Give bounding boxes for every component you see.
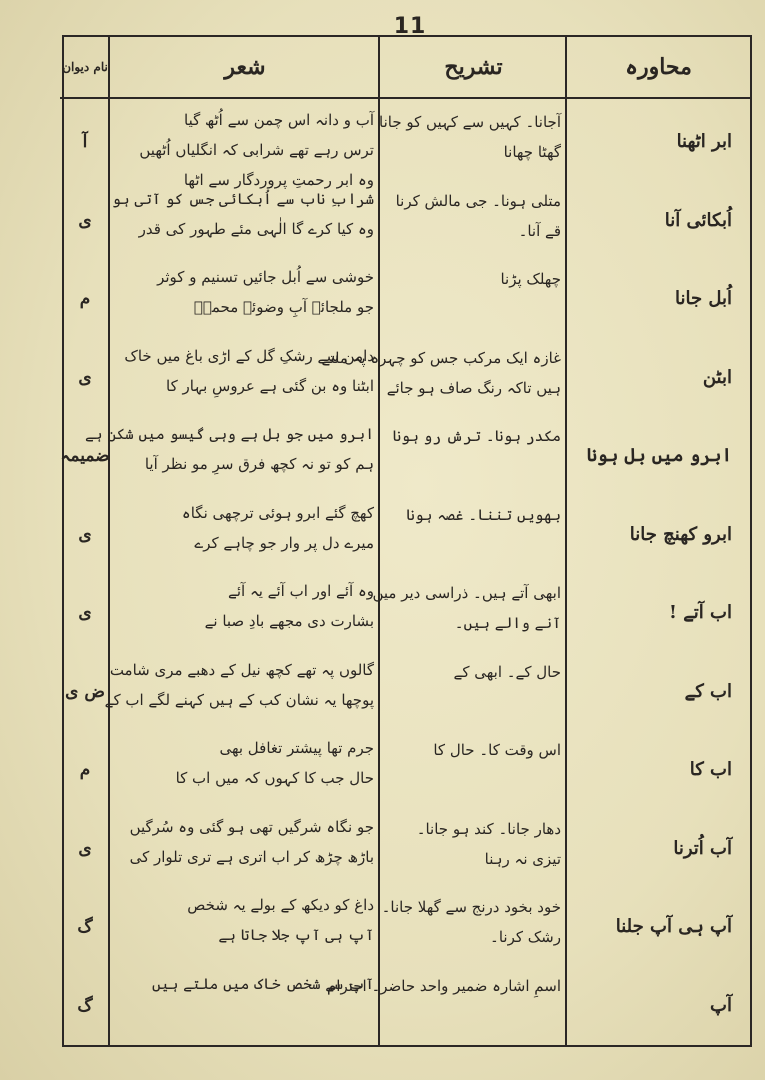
idiom-cell: اب کے	[684, 680, 732, 702]
table-row	[64, 731, 750, 810]
verse-cell	[110, 888, 380, 967]
verse-cell-line: کھچ گئے ابرو ہوئی ترچھی نگاہ	[181, 503, 374, 522]
verse-cell-line: آب و دانہ اس چمن سے اُٹھ گیا	[184, 111, 374, 129]
page-number: 11	[393, 14, 427, 39]
verse-cell-line: جو نگاہ شرگیں تھی ہو گئی وہ سُرگیں	[129, 817, 374, 836]
header-verse: شعر	[110, 37, 380, 99]
table-row	[64, 339, 750, 418]
table-row	[64, 103, 750, 189]
table-row	[64, 888, 750, 967]
explanation-cell-line: قے آنا۔	[518, 221, 561, 240]
table-row	[60, 417, 750, 496]
explanation-cell-line: حال کے۔ ابھی کے	[453, 662, 561, 681]
verse-cell	[110, 339, 380, 418]
verse-cell-line: پوچھا یہ نشان کب کے ہیں کہنے لگے اب کے	[104, 690, 374, 709]
explanation-cell-line: آنے والے ہیں۔	[454, 614, 561, 632]
explanation-cell-line: آجانا۔ کہیں سے کہیں کو جانا	[379, 113, 561, 131]
diwan-cell: م	[79, 760, 91, 781]
explanation-cell-line: غازہ ایک مرکب جس کو چہرہ پہ ملتے	[321, 348, 561, 367]
diwan-cell: گ	[77, 917, 93, 938]
verse-cell	[110, 967, 380, 1046]
explanation-cell-line: بھویں تننا۔ غصہ ہونا	[406, 505, 561, 524]
explanation-cell-line: اسمِ اشارہ ضمیر واحد حاضر۔ احترام	[326, 976, 561, 995]
idiom-cell: آپ ہی آپ جلنا	[615, 916, 732, 938]
explanation-cell	[380, 731, 567, 810]
verse-cell-line: آپ ہی آپ جلا جاتا ہے	[218, 926, 374, 944]
verse-cell-line: داغ کو دیکھ کے بولے یہ شخص	[187, 896, 374, 914]
diwan-cell: گ	[77, 995, 93, 1016]
verse-cell-line: خوشی سے اُبل جائیں تسنیم و کوثر	[157, 268, 374, 286]
explanation-cell	[380, 653, 567, 732]
explanation-cell-line: ابھی آتے ہیں۔ ذراسی دیر میں	[372, 584, 561, 602]
verse-cell	[110, 810, 380, 889]
explanation-cell	[380, 103, 567, 182]
verse-cell	[104, 653, 380, 732]
explanation-cell-line: گھٹا چھانا	[503, 143, 561, 161]
table-row	[64, 810, 750, 889]
verse-cell-line: ہم کو تو نہ کچھ فرق سرِ مو نظر آیا	[144, 455, 374, 473]
diwan-cell: ی	[78, 603, 92, 624]
idiom-cell: ابٹن	[702, 366, 732, 388]
explanation-cell-line: خود بخود درنج سے گھلا جانا۔	[381, 898, 561, 916]
table-row	[64, 182, 750, 261]
idiom-cell: اب آتے !	[669, 602, 732, 624]
header-explanation: تشریح	[380, 37, 567, 99]
explanation-cell-line: متلی ہونا۔ جی مالش کرنا	[395, 191, 561, 210]
verse-cell-line: وہ ابر رحمتِ پروردگار سے اٹھا	[183, 171, 374, 189]
explanation-cell-line: تیزی نہ رہنا	[484, 849, 561, 868]
diwan-cell: ی	[78, 524, 92, 545]
table-row	[64, 496, 750, 575]
header-idiom: محاورہ	[567, 37, 750, 99]
idiom-cell: اُبل جانا	[674, 288, 732, 310]
explanation-cell	[321, 339, 567, 418]
table-row	[64, 574, 750, 653]
table-row	[64, 653, 750, 732]
diwan-cell: ضمیمہ	[60, 446, 110, 467]
diwan-cell: ی	[78, 838, 92, 859]
verse-cell-line: ترس رہے تھے شرابی کہ انگلیاں اُٹھیں	[139, 141, 374, 159]
header-diwan-name: نام دیوان	[60, 37, 110, 99]
idiom-cell: اب کا	[689, 759, 732, 781]
diwan-cell: ض ی	[65, 681, 105, 702]
idiom-cell: ابرو کھنچ جانا	[629, 523, 732, 545]
explanation-cell	[372, 574, 567, 653]
idiom-cell: اُبکائی آنا	[664, 209, 732, 231]
idiom-cell: آپ	[710, 994, 732, 1016]
idiom-cell: ابرو میں بل ہونا	[586, 445, 732, 467]
diwan-cell: م	[79, 289, 91, 310]
verse-cell	[110, 103, 380, 189]
verse-cell-line: شرابِ ناب سے اُبکائی جس کو آتی ہو	[112, 189, 374, 208]
verse-cell-line: وہ کیا کرے گا الٰہی مئے طہور کی قدر	[138, 219, 374, 238]
explanation-cell	[380, 417, 567, 496]
explanation-cell	[380, 810, 567, 889]
explanation-cell	[380, 260, 567, 339]
explanation-cell-line: دھار جانا۔ کند ہو جانا۔	[416, 819, 561, 838]
explanation-cell	[380, 496, 567, 575]
diwan-cell: ی	[78, 367, 92, 388]
idiom-table	[62, 35, 752, 1047]
verse-cell-line: آپ سے شخص خاک میں ملتے ہیں	[152, 974, 374, 993]
explanation-cell	[380, 182, 567, 261]
explanation-cell-line: ہیں تاکہ رنگ صاف ہو جائے	[386, 378, 561, 397]
verse-cell-line: جو ملجائے آبِ وضوئے محمدؐ	[193, 298, 374, 316]
verse-cell-line: وہ آئے اور اب آئے یہ آئے	[228, 582, 374, 600]
verse-cell	[110, 574, 380, 653]
diwan-cell: آ	[82, 132, 88, 153]
idiom-cell: آب اُترنا	[673, 837, 732, 859]
verse-cell-line: میرے دل پر وار جو چاہے کرے	[194, 533, 374, 552]
verse-cell-line: ابرو میں جو بل ہے وہی گیسو میں شکن ہے	[84, 425, 374, 443]
diwan-cell: ی	[78, 210, 92, 231]
explanation-cell-line: اس وقت کا۔ حال کا	[433, 741, 561, 759]
verse-cell-line: باڑھ چڑھ کر اب اتری ہے تری تلوار کی	[129, 847, 374, 866]
verse-cell-line: دامن سے رشکِ گل کے اڑی باغ میں خاک	[124, 346, 374, 365]
explanation-cell-line: چھلک پڑنا	[500, 270, 561, 288]
table-row	[64, 967, 750, 1046]
explanation-cell	[380, 888, 567, 967]
verse-cell	[110, 260, 380, 339]
explanation-cell-line: مکدر ہونا۔ ترش رو ہونا	[392, 427, 561, 445]
verse-cell-line: بشارت دی مجھے بادِ صبا نے	[204, 612, 374, 630]
idiom-cell: ابر اٹھنا	[676, 131, 732, 153]
explanation-cell-line: رشک کرنا۔	[490, 928, 561, 946]
verse-cell	[110, 496, 380, 575]
verse-cell-line: جرم تھا پیشتر تغافل بھی	[219, 739, 374, 757]
verse-cell-line: حال جب کا کہوں کہ میں اب کا	[175, 769, 374, 787]
table-row	[64, 260, 750, 339]
explanation-cell	[326, 967, 567, 1046]
verse-cell-line: گالوں پہ تھے کچھ نیل کے دھبے مری شامت	[109, 660, 374, 679]
verse-cell-line: ابٹنا وہ بن گئی ہے عروسِ بہار کا	[166, 376, 374, 395]
verse-cell	[110, 731, 380, 810]
verse-cell	[110, 182, 380, 261]
